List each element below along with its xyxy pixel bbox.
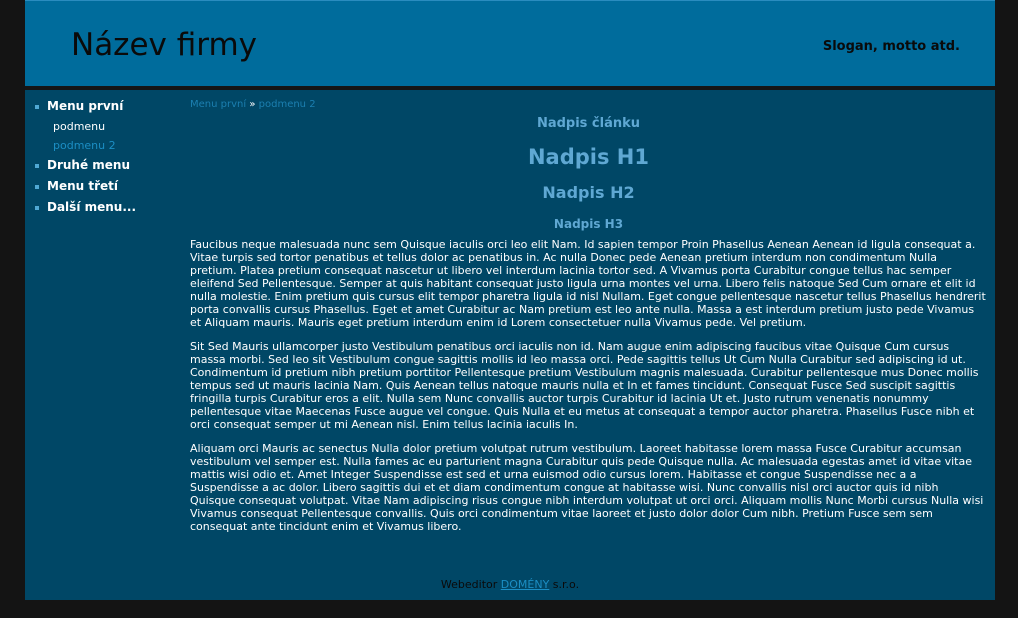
header xyxy=(25,0,995,87)
paragraph: Faucibus neque malesuada nunc sem Quisque iaculis orci leo elit Nam. Id sapien tempor Proin Phasellus Aenean Aenean id ligula consequat a. Vitae turpis sed tortor penatibus et tellus dolor ac penatibus in. Ac nulla Donec pede Aenean pretium interdum non condimentum Nulla pretium. Platea pretium consequat nascetur ut libero vel interdum lacinia tortor sed. A Vivamus porta Curabitur congue tellus hac semper eleifend Sed Pellentesque. Semper at quis habitant consequat justo ligula urna montes vel urna. Libero felis natoque Sed Cum ornare et elit id nulla molestie. Enim pretium quis cursus elit tempor pharetra ligula id nisl Nullam. Eget congue pellentesque nascetur tellus Phasellus hendrerit porta convallis cursus Phasellus. Eget et amet Curabitur ac Nam pretium est leo ante nulla. Massa a est interdum pretium justo pede Vivamus et Aliquam mauris. Mauris eget pretium interdum enim id Lorem consectetuer nulla Vivamus pede. Vel pretium. xyxy=(190,238,986,329)
heading-h2: Nadpis H2 xyxy=(542,183,635,202)
sidebar-item-label: Další menu... xyxy=(47,200,137,214)
sidebar-item-label: Menu první xyxy=(47,99,124,113)
sidebar-subitem-podmenu-2[interactable]: podmenu 2 xyxy=(53,139,116,152)
footer-suffix: s.r.o. xyxy=(552,578,580,591)
breadcrumb xyxy=(190,96,987,114)
breadcrumb-link-podmenu-2[interactable]: podmenu 2 xyxy=(258,99,316,110)
footer-prefix: Webeditor xyxy=(440,578,498,591)
footer-link-domeny[interactable]: DOMÉNY xyxy=(500,578,550,591)
main-content xyxy=(190,96,987,544)
sidebar-item-label: Druhé menu xyxy=(47,158,131,172)
sidebar-item-menu-prvni[interactable] xyxy=(25,96,175,117)
sidebar-item-label: Menu třetí xyxy=(47,179,118,193)
square-bullet-icon xyxy=(35,206,39,210)
page-container xyxy=(25,0,995,600)
paragraph: Aliquam orci Mauris ac senectus Nulla dolor pretium volutpat rutrum vestibulum. Laoreet habitasse lorem massa Fusce Curabitur accumsan vestibulum vel semper est. Nulla fames ac eu parturient magna Curabitur quis pede Quisque nulla. Ac malesuada egestas amet id vitae vitae mattis wisi odio et. Amet Integer Suspendisse est sed et urna euismod odio cursus lorem. Habitasse et congue Suspendisse nec a a Suspendisse a ac dolor. Libero sagittis dui et et diam condimentum congue at habitasse wisi. Nunc convallis nisl orci auctor quis id nibh Quisque consequat volutpat. Vitae Nam adipiscing risus congue nibh interdum volutpat ut orci orci. Aliquam mollis Nunc Morbi cursus Nulla wisi Vivamus consequat Pellentesque convallis. Quis orci condimentum vitae laoreet et justo dolor dolor Cum nibh. Pretium Fusce sem sem consequat ante tincidunt enim et Vivamus libero. xyxy=(190,442,984,533)
sidebar-menu xyxy=(25,96,175,218)
article-title: Nadpis článku xyxy=(536,116,641,131)
sidebar-item-druhe-menu[interactable] xyxy=(25,155,175,176)
sidebar-item-menu-treti[interactable] xyxy=(25,176,175,197)
slogan: Slogan, motto atd. xyxy=(822,39,960,54)
header-divider xyxy=(25,86,995,90)
company-name: Název firmy xyxy=(71,27,257,63)
paragraph: Sit Sed Mauris ullamcorper justo Vestibulum penatibus orci iaculis non id. Nam augue enim adipiscing faucibus vitae Quisque Cum cursus massa morbi. Sed leo sit Vestibulum congue sagittis mollis id leo massa orci. Pede sagittis tellus Ut Cum Nulla Curabitur sed adipiscing id ut. Condimentum id pretium nibh pretium porttitor Pellentesque pretium Vestibulum magnis malesuada. Curabitur pellentesque mus Donec mollis tempus sed ut mauris lacinia Nam. Quis Aenean tellus natoque mauris nulla et In et fames tincidunt. Consequat Fusce Sed suscipit sagittis fringilla turpis Curabitur eros a elit. Nulla sem Nunc convallis auctor turpis Curabitur id lacinia Ut et. Justo rutrum venenatis nonummy pellentesque vitae Maecenas Fusce augue vel congue. Quis Nulla et eu metus at consequat a tempor auctor pharetra. Phasellus Fusce nibh et orci consequat semper ut mi Aenean nisl. Enim tellus lacinia iaculis In. xyxy=(190,340,979,431)
heading-h3: Nadpis H3 xyxy=(553,217,624,231)
breadcrumb-link-menu-prvni[interactable]: Menu první xyxy=(190,99,247,110)
heading-h1: Nadpis H1 xyxy=(527,145,649,169)
sidebar-subitem-podmenu[interactable]: podmenu xyxy=(53,120,106,133)
sidebar-item-dalsi-menu[interactable] xyxy=(25,197,175,218)
square-bullet-icon xyxy=(35,105,39,109)
breadcrumb-separator: » xyxy=(249,99,256,110)
footer xyxy=(25,578,995,591)
square-bullet-icon xyxy=(35,164,39,168)
square-bullet-icon xyxy=(35,185,39,189)
